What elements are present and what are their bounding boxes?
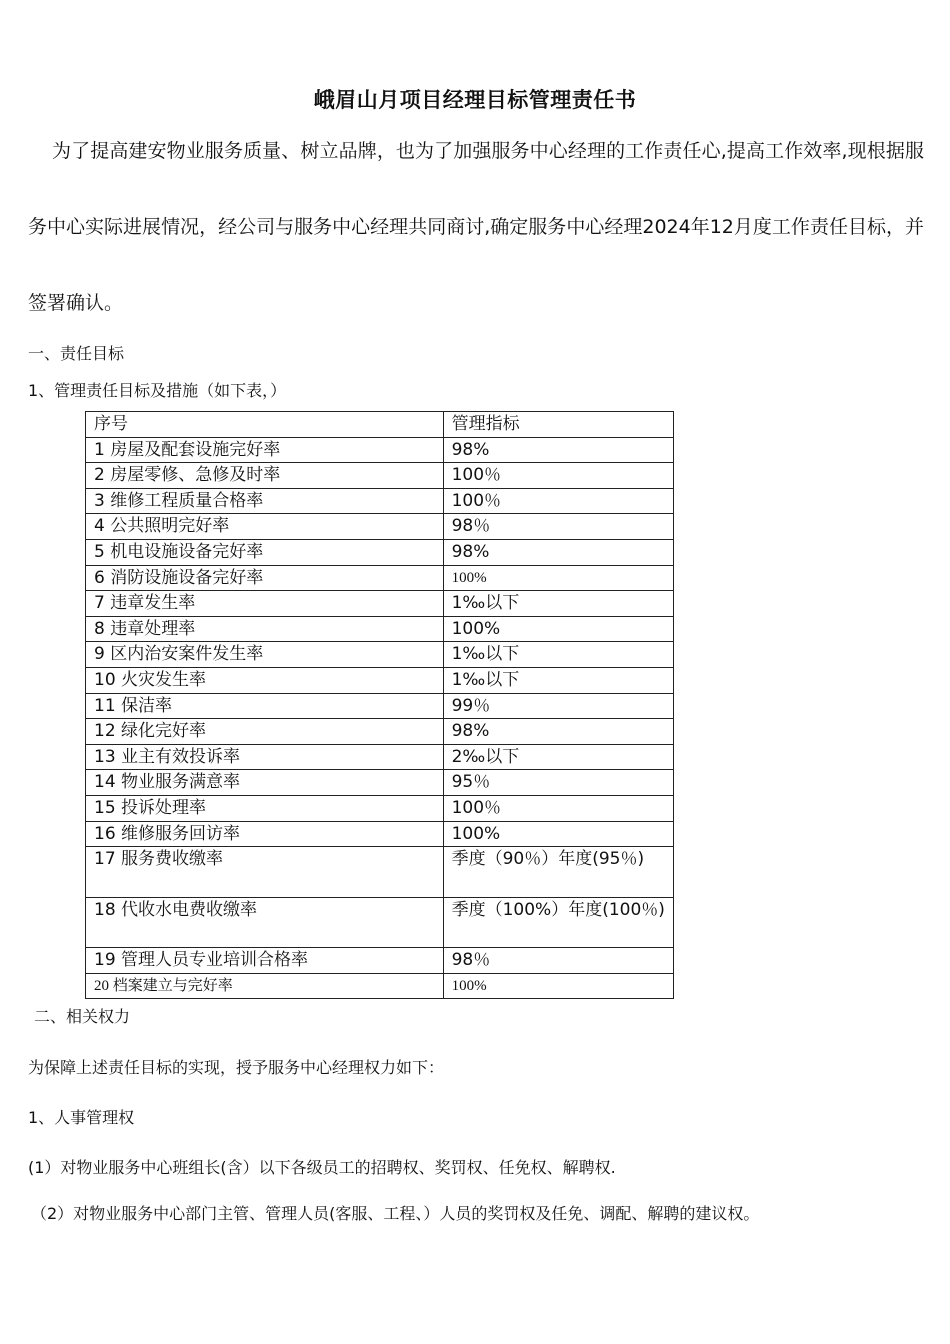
header-cell-metric: 管理指标	[443, 412, 673, 438]
table-row	[86, 795, 674, 821]
metric-name-cell: 6 消防设施设备完好率	[86, 565, 444, 591]
metric-name-cell: 11 保洁率	[86, 693, 444, 719]
metrics-table	[85, 411, 674, 999]
table-header-row	[86, 412, 674, 438]
metric-target-cell: 1‰以下	[443, 642, 673, 668]
metric-target-cell: 1‰以下	[443, 667, 673, 693]
table-row	[86, 744, 674, 770]
metric-target-cell: 98％	[443, 948, 673, 974]
header-cell-index: 序号	[86, 412, 444, 438]
metric-target-cell: 100％	[443, 795, 673, 821]
table-row	[86, 821, 674, 847]
metric-target-cell: 100％	[443, 463, 673, 489]
metric-name-cell: 9 区内治安案件发生率	[86, 642, 444, 668]
table-row	[86, 616, 674, 642]
metric-name-cell: 12 绿化完好率	[86, 719, 444, 745]
metric-name-cell: 5 机电设施设备完好率	[86, 539, 444, 565]
metric-target-cell: 98%	[443, 539, 673, 565]
metric-target-cell: 95％	[443, 770, 673, 796]
metric-name-cell: 14 物业服务满意率	[86, 770, 444, 796]
metric-name-cell: 2 房屋零修、急修及时率	[86, 463, 444, 489]
table-row	[86, 488, 674, 514]
metric-target-cell: 季度（90％）年度(95％)	[443, 847, 673, 898]
section-heading-responsibility-goals: 一、责任目标	[28, 344, 125, 363]
table-row	[86, 897, 674, 948]
section-heading-related-powers: 二、相关权力	[34, 1007, 131, 1026]
metric-name-cell: 7 违章发生率	[86, 591, 444, 617]
table-row	[86, 770, 674, 796]
metric-name-cell: 19 管理人员专业培训合格率	[86, 948, 444, 974]
metric-target-cell: 季度（100%）年度(100％)	[443, 897, 673, 948]
table-row	[86, 591, 674, 617]
document-title: 峨眉山月项目经理目标管理责任书	[313, 88, 637, 112]
table-row	[86, 693, 674, 719]
intro-paragraph: 为了提高建安物业服务质量、树立品牌，也为了加强服务中心经理的工作责任心,提高工作效率,现根据服务中心实际进展情况，经公司与服务中心经理共同商讨,确定服务中心经理2024年12月度工作责任目标，并签署确认。	[28, 140, 924, 314]
metric-target-cell: 100%	[443, 973, 673, 999]
table-row	[86, 847, 674, 898]
metric-name-cell: 10 火灾发生率	[86, 667, 444, 693]
personnel-item-1: (1）对物业服务中心班组长(含）以下各级员工的招聘权、奖罚权、任免权、解聘权.	[28, 1158, 616, 1177]
table-row	[86, 948, 674, 974]
metric-name-cell: 3 维修工程质量合格率	[86, 488, 444, 514]
metric-target-cell: 1‰以下	[443, 591, 673, 617]
table-row	[86, 514, 674, 540]
personnel-item-2: （2）对物业服务中心部门主管、管理人员(客服、工程、）人员的奖罚权及任免、调配、解聘的建议权。	[31, 1204, 760, 1223]
metric-target-cell: 100%	[443, 565, 673, 591]
metric-target-cell: 100%	[443, 821, 673, 847]
table-row	[86, 642, 674, 668]
metric-target-cell: 98％	[443, 514, 673, 540]
metrics-table-body	[86, 412, 674, 999]
metric-target-cell: 100%	[443, 616, 673, 642]
metric-name-cell: 4 公共照明完好率	[86, 514, 444, 540]
subsection-heading-management-goals: 1、管理责任目标及措施（如下表，）	[28, 381, 287, 400]
metric-name-cell: 18 代收水电费收缴率	[86, 897, 444, 948]
section2-intro: 为保障上述责任目标的实现，授予服务中心经理权力如下：	[28, 1058, 445, 1077]
table-row	[86, 719, 674, 745]
metric-name-cell: 15 投诉处理率	[86, 795, 444, 821]
metric-name-cell: 16 维修服务回访率	[86, 821, 444, 847]
table-row	[86, 463, 674, 489]
subsection-heading-personnel: 1、人事管理权	[28, 1108, 135, 1127]
metric-target-cell: 2‰以下	[443, 744, 673, 770]
table-row	[86, 667, 674, 693]
metric-name-cell: 20 档案建立与完好率	[86, 973, 444, 999]
metric-name-cell: 17 服务费收缴率	[86, 847, 444, 898]
table-row	[86, 565, 674, 591]
metric-name-cell: 8 违章处理率	[86, 616, 444, 642]
metric-name-cell: 13 业主有效投诉率	[86, 744, 444, 770]
metric-target-cell: 98%	[443, 719, 673, 745]
metric-target-cell: 99％	[443, 693, 673, 719]
table-row	[86, 973, 674, 999]
metric-target-cell: 98%	[443, 437, 673, 463]
metric-name-cell: 1 房屋及配套设施完好率	[86, 437, 444, 463]
table-row	[86, 539, 674, 565]
table-row	[86, 437, 674, 463]
metric-target-cell: 100％	[443, 488, 673, 514]
